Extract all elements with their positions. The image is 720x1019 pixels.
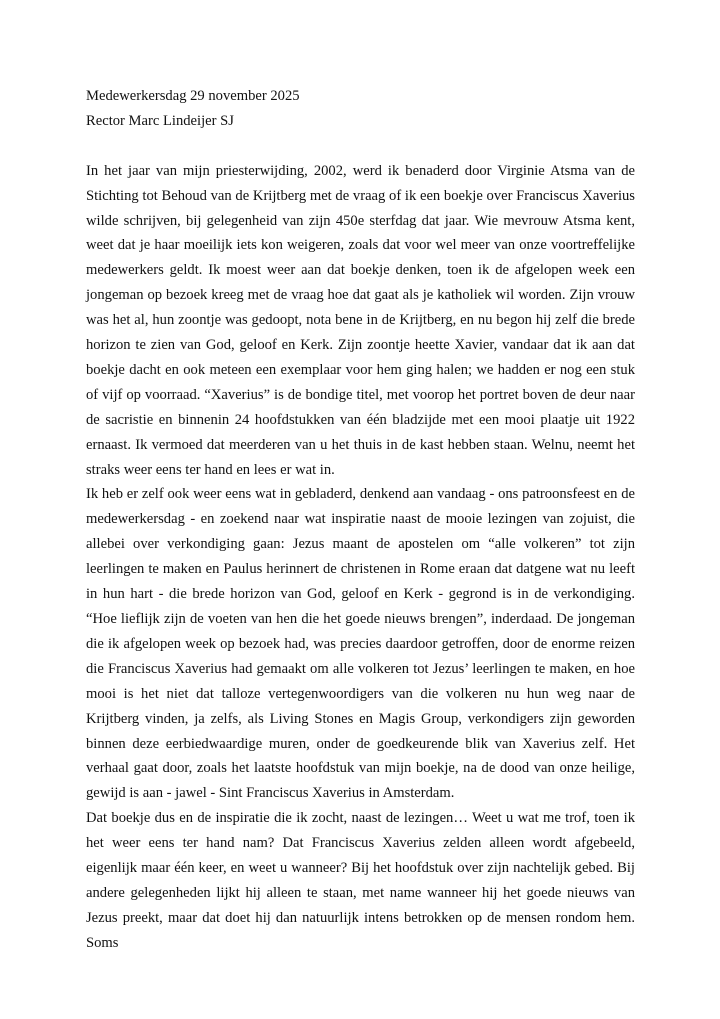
header-date-line: Medewerkersdag 29 november 2025: [86, 88, 300, 104]
document-page: [86, 84, 635, 956]
blank-line: [86, 134, 635, 159]
paragraph-2: Ik heb er zelf ook weer eens wat in gebladerd, denkend aan vandaag - ons patroonsfeest en de medewerkersdag - en zoekend naar wat inspiratie naast de mooie lezingen van zojuist, die allebei over verkondiging gaan: Jezus maant de apostelen om “alle volkeren” tot zijn leerlingen te maken en Paulus herinnert de christenen in Rome eraan dat datgene wat nu leeft in hun hart - die brede horizon van God, geloof en Kerk - gegrond is in de verkondiging. “Hoe lieflijk zijn de voeten van hen die het goede nieuws brengen”, inderdaad. De jongeman die ik afgelopen week op bezoek had, was precies daardoor getroffen, door de enorme reizen die Franciscus Xaverius had gemaakt om alle volkeren tot Jezus’ leerlingen te maken, en hoe mooi is het niet dat talloze vertegenwoordigers van die volkeren nu hun weg naar de Krijtberg vinden, ja zelfs, als Living Stones en Magis Group, verkondigers zijn geworden binnen deze eerbiedwaardige muren, onder de goedkeurende blik van Xaverius zelf. Het verhaal gaat door, zoals het laatste hoofdstuk van mijn boekje, na de dood van onze heilige, gewijd is aan - jawel - Sint Franciscus Xaverius in Amsterdam.: [86, 486, 635, 802]
header-author-line: Rector Marc Lindeijer SJ: [86, 112, 234, 129]
paragraph-3: Dat boekje dus en de inspiratie die ik zocht, naast de lezingen… Weet u wat me trof, toen ik het weer eens ter hand nam? Dat Franciscus Xaverius zelden alleen wordt afgebeeld, eigenlijk maar één keer, en weet u wanneer? Bij het hoofdstuk over zijn nachtelijk gebed. Bij andere gelegenheden lijkt hij alleen te staan, met name wanneer hij het goede nieuws van Jezus preekt, maar dat doet hij dan natuurlijk intens betrokken op de mensen rondom hem. Soms: [86, 810, 635, 951]
paragraph-1: In het jaar van mijn priesterwijding, 2002, werd ik benaderd door Virginie Atsma van de Stichting tot Behoud van de Krijtberg met de vraag of ik een boekje over Franciscus Xaverius wilde schrijven, bij gelegenheid van zijn 450e sterfdag dat jaar. Wie mevrouw Atsma kent, weet dat je haar moeilijk iets kon weigeren, zoals dat voor wel meer van onze voortreffelijke medewerkers geldt. Ik moest weer aan dat boekje denken, toen ik de afgelopen week een jongeman op bezoek kreeg met de vraag hoe dat gaat als je katholiek wil worden. Zijn vrouw was het al, hun zoontje was gedoopt, nota bene in de Krijtberg, en nu begon hij zelf die brede horizon te zien van God, geloof en Kerk. Zijn zoontje heette Xavier, vandaar dat ik aan dat boekje dacht en ook meteen een exemplaar voor hem ging halen; we hadden er nog een stuk of vijf op voorraad. “Xaverius” is de bondige titel, met voorop het portret boven de deur naar de sacristie en binnenin 24 hoofdstukken van één bladzijde met een mooi plaatje uit 1922 ernaast. Ik vermoed dat meerderen van u het thuis in de kast hebben staan. Welnu, neemt het straks weer eens ter hand en lees er wat in.: [86, 162, 635, 478]
